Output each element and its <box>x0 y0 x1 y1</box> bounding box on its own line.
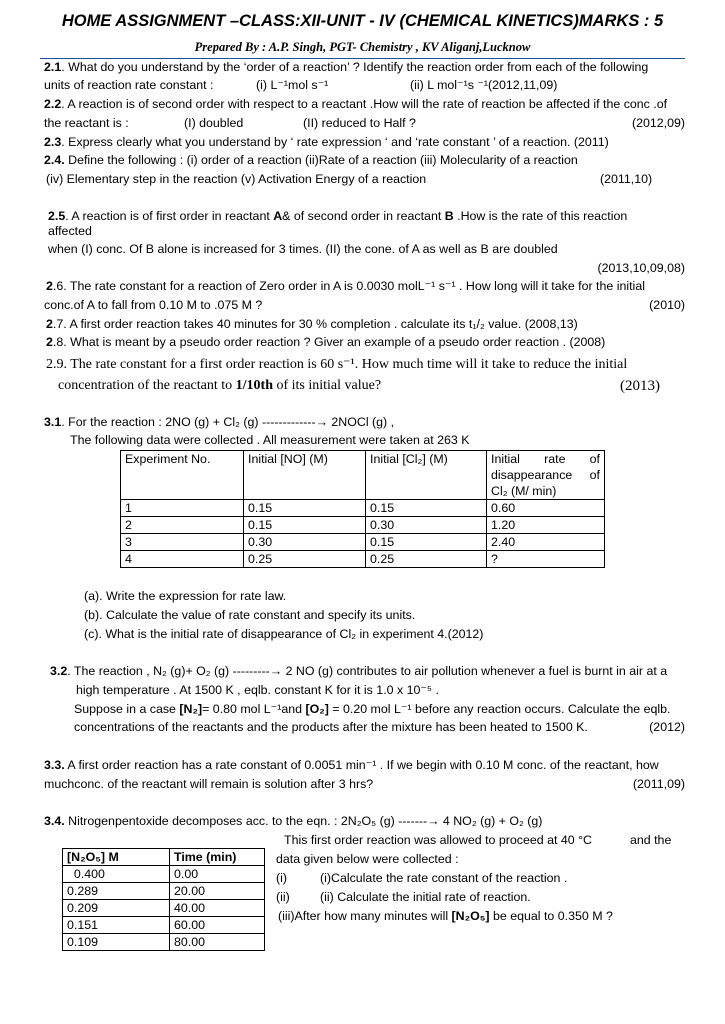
table-cell: 4 <box>121 551 244 568</box>
reactant-a: A <box>273 209 283 223</box>
table-cell: 0.15 <box>244 500 366 517</box>
question-number: 3.3. <box>44 758 65 772</box>
table-cell: 0.00 <box>170 866 265 883</box>
table-row <box>121 534 605 551</box>
question-2-2 <box>44 95 667 113</box>
year-reference: (2012) <box>649 720 685 734</box>
question-2-5-line2: affected <box>48 224 92 238</box>
question-text: A first order reaction has a rate constant of 0.0051 min⁻¹ . If we begin with 0.10 M conc. of the reactant, how <box>64 758 659 772</box>
table-row <box>121 551 605 568</box>
table-cell: 0.15 <box>366 500 487 517</box>
question-2-9: 2.9. The rate constant for a first order reaction is 60 s⁻¹. How much time will it take to reduce the initial <box>46 357 628 372</box>
table-header-row <box>121 451 605 500</box>
unit-option-i: (i) L⁻¹mol s⁻¹ <box>256 78 329 92</box>
table-cell: 0.25 <box>366 551 487 568</box>
question-2-6 <box>46 277 645 295</box>
question-2-4-line2: (iv) Elementary step in the reaction (v) Activation Energy of a reaction <box>46 172 427 186</box>
question-2-1-units <box>44 76 213 94</box>
question-2-7 <box>46 315 578 333</box>
question-3-4-text1: This first order reaction was allowed to proceed at 40 °C <box>284 833 592 847</box>
question-2-5-line3: when (I) conc. Of B alone is increased for 3 times. (II) the cone. of A as well as B are doubled <box>48 242 558 256</box>
question-text: . Express clearly what you understand by ‘ rate expression ‘ and ‘rate constant ’ of a reaction. (2011) <box>61 135 609 149</box>
table-cell: 0.25 <box>244 551 366 568</box>
question-number: 3.1 <box>44 415 62 429</box>
question-text: units of reaction rate constant : <box>44 78 214 92</box>
question-3-4 <box>44 812 542 830</box>
page-subtitle: Prepared By : A.P. Singh, PGT- Chemistry , KV Aliganj,Lucknow <box>194 40 531 54</box>
table-cell: 0.209 <box>63 900 170 917</box>
question-number: 2 <box>46 317 53 331</box>
table-cell: 0.400 <box>63 866 170 883</box>
table-cell: 0.60 <box>487 500 605 517</box>
question-2-9-line2 <box>58 377 381 395</box>
table-header: Initial [Cl₂] (M) <box>366 451 487 500</box>
sub-part-iii <box>278 907 613 925</box>
table-cell: 40.00 <box>170 900 265 917</box>
reactant-b: B <box>444 209 454 223</box>
table-row <box>121 500 605 517</box>
question-number: 2.5 <box>48 209 66 223</box>
table-header: Experiment No. <box>121 451 244 500</box>
question-text: of its initial value? <box>272 378 382 393</box>
table-cell: ? <box>487 551 605 568</box>
unit-option-ii: (ii) L mol⁻¹s ⁻¹(2012,11,09) <box>410 78 558 92</box>
question-text: . For the reaction : 2NO (g) + Cl₂ (g) -------------→ 2NOCl (g) , <box>61 415 395 429</box>
question-3-4-text2: data given below were collected : <box>276 852 459 866</box>
table-cell: 2.40 <box>487 534 605 551</box>
condition-i: (I) doubled <box>184 116 244 130</box>
question-text: . A reaction is of second order with respect to a reactant .How will the rate of reaction be affected if the conc .of <box>61 97 668 111</box>
question-text: Nitrogenpentoxide decomposes acc. to the eqn. : 2N₂O₅ (g) -------→ 4 NO₂ (g) + O₂ (g) <box>64 814 543 828</box>
year-reference: (2011,10) <box>600 172 653 186</box>
table-cell: 3 <box>121 534 244 551</box>
table-cell: 0.30 <box>244 534 366 551</box>
question-text: .8. What is meant by a pseudo order reaction ? Giver an example of a pseudo order reaction . (2008) <box>52 335 606 349</box>
year-reference: (2011,09) <box>632 777 685 791</box>
question-text: concentration of the reactant to <box>58 378 236 393</box>
question-text: . What do you understand by the ‘order of a reaction’ ? Identify the reaction order from each of the following <box>61 60 649 74</box>
question-3-2-line4: concentrations of the reactants and the products after the mixture has been heated to 1500 K. <box>74 720 588 734</box>
question-number: 3.2 <box>50 664 68 678</box>
question-3-3-line2: muchconc. of the reactant will remain is solution after 3 hrs? <box>44 777 374 791</box>
question-2-5 <box>48 207 627 225</box>
table-header: Initial rate of disappearance of Cl₂ (M/ min) <box>487 451 605 500</box>
table-header: Time (min) <box>170 849 265 866</box>
question-text: & of second order in reactant <box>282 209 445 223</box>
question-number: 2.1 <box>44 60 62 74</box>
question-text: .How is the rate of this reaction <box>453 209 628 223</box>
table-row <box>121 517 605 534</box>
year-reference: (2013) <box>620 378 660 394</box>
table-cell: 80.00 <box>170 934 265 951</box>
year-reference: (2012,09) <box>631 116 685 130</box>
concentration-n2: [N₂] <box>179 702 203 716</box>
question-3-4-text1-end: and the <box>630 833 672 847</box>
table-row <box>63 883 265 900</box>
question-3-2-line2: high temperature . At 1500 K , eqlb. constant K for it is 1.0 x 10⁻⁵ . <box>76 683 439 697</box>
table-cell: 0.289 <box>63 883 170 900</box>
question-3-1 <box>44 413 394 431</box>
concentration-n2o5: [N₂O₅] <box>451 909 490 923</box>
table-cell: 0.109 <box>63 934 170 951</box>
sub-part-a: (a). Write the expression for rate law. <box>84 589 287 603</box>
question-number: 2 <box>46 335 53 349</box>
question-number: 2.3 <box>44 135 62 149</box>
year-reference: (2013,10,09,08) <box>597 261 685 275</box>
sub-part-b: (b). Calculate the value of rate constant and specify its units. <box>84 608 416 622</box>
question-text: .7. A first order reaction takes 40 minutes for 30 % completion . calculate its t₁/₂ value. (2008,13) <box>52 317 578 331</box>
table-header-row <box>63 849 265 866</box>
question-2-2-cond: the reactant is : <box>44 116 129 130</box>
table-row <box>63 900 265 917</box>
table-cell: 1 <box>121 500 244 517</box>
table-row <box>63 866 265 883</box>
table-cell: 1.20 <box>487 517 605 534</box>
question-3-3 <box>44 756 659 774</box>
question-3-1-line2: The following data were collected . All measurement were taken at 263 K <box>70 433 470 447</box>
sub-part-ii: (ii) Calculate the initial rate of reaction. <box>320 890 531 904</box>
question-number: 2.4. <box>44 153 65 167</box>
fraction-value: 1/10th <box>235 378 273 393</box>
table-row <box>63 917 265 934</box>
question-number: 3.4. <box>44 814 65 828</box>
sub-part-i: (i)Calculate the rate constant of the reaction . <box>320 871 568 885</box>
question-number: 2 <box>46 279 53 293</box>
rate-data-table <box>120 450 605 568</box>
question-3-2 <box>50 662 667 680</box>
question-text: Suppose in a case <box>74 702 180 716</box>
question-text: . A reaction is of first order in reactant <box>65 209 274 223</box>
question-2-4 <box>44 151 578 169</box>
n2o5-time-table <box>62 848 265 951</box>
table-cell: 20.00 <box>170 883 265 900</box>
table-cell: 0.15 <box>366 534 487 551</box>
concentration-o2: [O₂] <box>305 702 329 716</box>
question-text: = 0.20 mol L⁻¹ before any reaction occurs. Calculate the eqlb. <box>328 702 671 716</box>
condition-ii: (II) reduced to Half ? <box>303 116 416 130</box>
question-text: Define the following : (i) order of a reaction (ii)Rate of a reaction (iii) Molecularity of a reaction <box>64 153 578 167</box>
table-header: [N₂O₅] M <box>63 849 170 866</box>
sub-part-c: (c). What is the initial rate of disappearance of Cl₂ in experiment 4.(2012) <box>84 627 484 641</box>
question-number: 2.2 <box>44 97 62 111</box>
table-cell: 60.00 <box>170 917 265 934</box>
question-2-3 <box>44 133 609 151</box>
sub-part-i-label: (i) <box>276 871 288 885</box>
table-row <box>63 934 265 951</box>
question-text: . The reaction , N₂ (g)+ O₂ (g) ---------→ 2 NO (g) contributes to air pollution whenever a fuel is burnt in air at a <box>67 664 668 678</box>
table-cell: 0.15 <box>244 517 366 534</box>
question-3-2-line3 <box>74 700 670 718</box>
sub-part-ii-label: (ii) <box>276 890 290 904</box>
question-text: (iii)After how many minutes will <box>278 909 452 923</box>
year-reference: (2010) <box>649 298 685 312</box>
question-text: be equal to 0.350 M ? <box>489 909 613 923</box>
table-cell: 0.151 <box>63 917 170 934</box>
table-cell: 2 <box>121 517 244 534</box>
question-text: .6. The rate constant for a reaction of Zero order in A is 0.0030 molL⁻¹ s⁻¹ . How long will it take for the initial <box>52 279 645 293</box>
page-title: HOME ASSIGNMENT –CLASS:XII-UNIT - IV (CHEMICAL KINETICS)MARKS : 5 <box>61 12 664 30</box>
question-2-6-line2: conc.of A to fall from 0.10 M to .075 M ? <box>44 298 263 312</box>
question-2-1 <box>44 58 648 76</box>
table-cell: 0.30 <box>366 517 487 534</box>
question-2-8 <box>46 333 605 351</box>
table-header: Initial [NO] (M) <box>244 451 366 500</box>
question-text: = 0.80 mol L⁻¹and <box>202 702 306 716</box>
